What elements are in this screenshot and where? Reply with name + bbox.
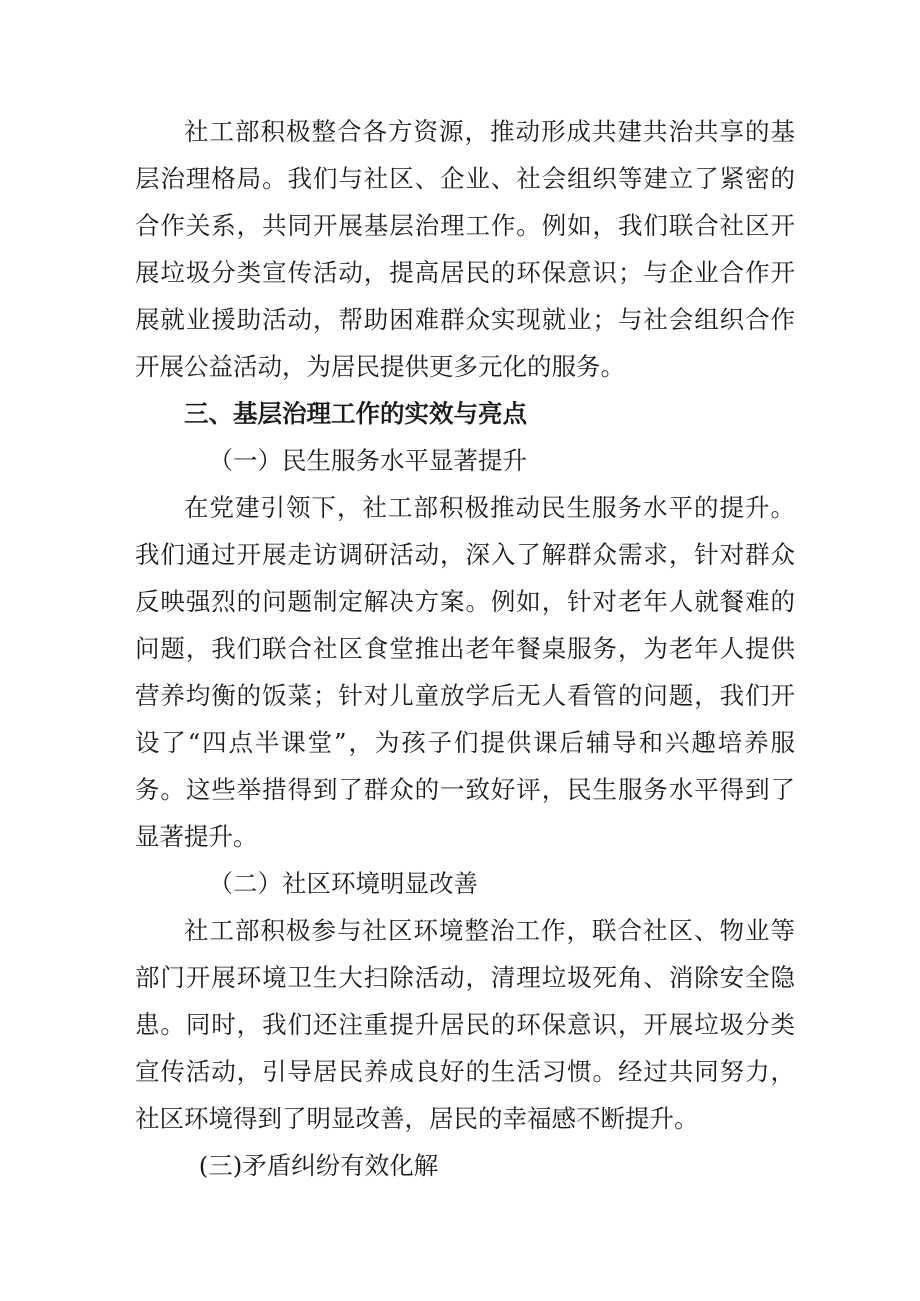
- subheading-1: （一）民生服务水平显著提升: [208, 446, 527, 475]
- paragraph-community-environment: 社工部积极参与社区环境整治工作，联合社区、物业等部门开展环境卫生大扫除活动，清理垃圾死角、消除安全隐患。同时，我们还注重提升居民的环保意识，开展垃圾分类宣传活动，引导居民养成良好的生活习惯。经过共同努力，社区环境得到了明显改善，居民的幸福感不断提升。: [135, 916, 795, 1133]
- document-body: [135, 108, 795, 1189]
- subheading-2: （二）社区环境明显改善: [208, 869, 478, 898]
- paragraph-resource-integration: 社工部积极整合各方资源，推动形成共建共治共享的基层治理格局。我们与社区、企业、社会组织等建立了紧密的合作关系，共同开展基层治理工作。例如，我们联合社区开展垃圾分类宣传活动，提高居民的环保意识；与企业合作开展就业援助活动，帮助困难群众实现就业；与社会组织合作开展公益活动，为居民提供更多元化的服务。: [135, 117, 795, 381]
- paragraph-livelihood-service: 在党建引领下，社工部积极推动民生服务水平的提升。我们通过开展走访调研活动，深入了解群众需求，针对群众反映强烈的问题制定解决方案。例如，针对老年人就餐难的问题，我们联合社区食堂推出老年餐桌服务，为老年人提供营养均衡的饭菜；针对儿童放学后无人看管的问题，我们开设了“四点半课堂”，为孩子们提供课后辅导和兴趣培养服务。这些举措得到了群众的一致好评，民生服务水平得到了显著提升。: [135, 493, 795, 851]
- subheading-3: (三)矛盾纠纷有效化解: [198, 1151, 439, 1180]
- section-heading-3: 三、基层治理工作的实效与亮点: [184, 399, 527, 428]
